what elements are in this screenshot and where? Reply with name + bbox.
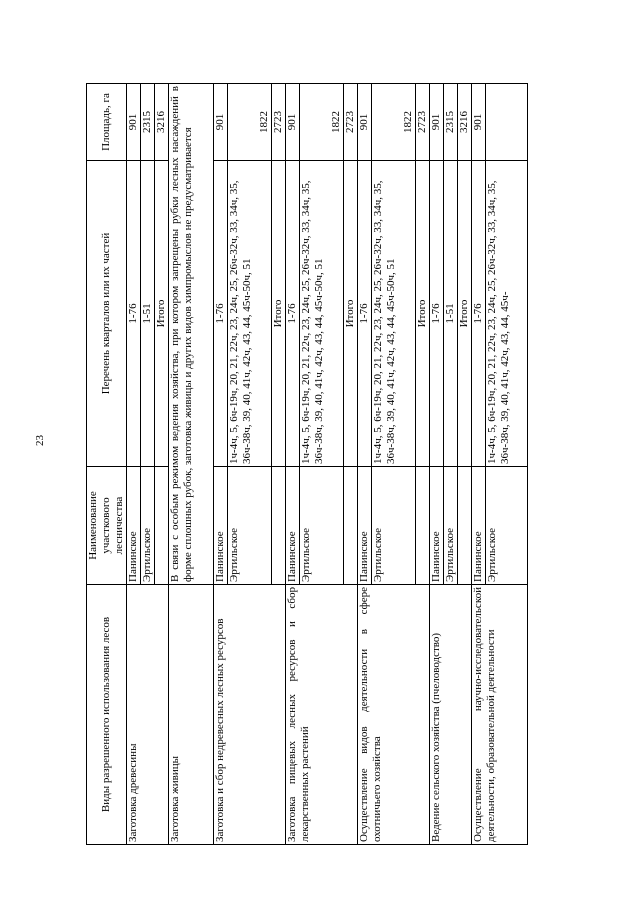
forestry-cell: Панинское <box>430 467 444 585</box>
table-row <box>127 84 141 845</box>
total-label: Итого <box>416 161 430 467</box>
empty-cell <box>416 467 430 585</box>
use-type-cell: Осуществление научно-исследовательской деятельности, образовательной деятельности <box>472 585 528 845</box>
total-area: 2723 <box>272 84 286 161</box>
use-type-cell: Ведение сельского хозяйства (пчеловодство) <box>430 585 472 845</box>
quarters-cell: 1ч-4ч, 5, 6ч-19ч, 20, 21, 22ч, 23, 24ч, 25, 26ч-32ч, 33, 34ч, 35, 36ч-38ч, 39, 40, 41ч, 42ч, 43, 44, 45ч-50ч, 51 <box>372 161 416 467</box>
table-row <box>214 84 228 845</box>
use-type-cell: Осуществление видов деятельности в сфере охотничьего хозяйства <box>358 585 430 845</box>
area-cell: 2315 <box>444 84 458 161</box>
empty-cell <box>155 467 169 585</box>
area-cell: 2315 <box>141 84 155 161</box>
forestry-cell: Панинское <box>286 467 300 585</box>
quarters-cell: 1-76 <box>214 161 228 467</box>
area-cell: 1822 <box>372 84 416 161</box>
forestry-cell: Эртильское <box>444 467 458 585</box>
quarters-cell: 1-51 <box>141 161 155 467</box>
area-cell: 1822 <box>300 84 344 161</box>
area-cell: 901 <box>286 84 300 161</box>
total-area: 2723 <box>344 84 358 161</box>
table-row <box>286 84 300 845</box>
forestry-cell: Эртильское <box>300 467 344 585</box>
total-area: 3216 <box>458 84 472 161</box>
header-area: Площадь, га <box>87 84 127 161</box>
forestry-cell: Эртильское <box>372 467 416 585</box>
area-cell: 901 <box>430 84 444 161</box>
note-cell: В связи с особым режимом ведения хозяйства, при котором запрещены рубки лесных насаждений в форме сплошных рубок, заготовка живицы и других видов химпромыслов не предусматривается <box>169 84 214 585</box>
quarters-cell: 1-76 <box>472 161 486 467</box>
use-type-cell: Заготовка пищевых лесных ресурсов и сбор лекарственных растений <box>286 585 358 845</box>
total-area: 3216 <box>155 84 169 161</box>
rotated-table-container <box>86 84 528 845</box>
area-cell: 901 <box>472 84 486 161</box>
forestry-cell: Панинское <box>358 467 372 585</box>
area-cell: 1822 <box>228 84 272 161</box>
quarters-cell: 1-76 <box>286 161 300 467</box>
total-label: Итого <box>344 161 358 467</box>
empty-cell <box>486 84 528 161</box>
table-row <box>169 84 214 845</box>
area-cell: 901 <box>127 84 141 161</box>
forestry-cell: Эртильское <box>141 467 155 585</box>
area-cell: 901 <box>358 84 372 161</box>
area-cell: 901 <box>214 84 228 161</box>
quarters-cell: 1-76 <box>430 161 444 467</box>
forestry-cell: Панинское <box>127 467 141 585</box>
header-quarters: Перечень кварталов или их частей <box>87 161 127 467</box>
table-row <box>472 84 486 845</box>
total-label: Итого <box>272 161 286 467</box>
table-row <box>430 84 444 845</box>
forestry-cell: Эртильское <box>228 467 272 585</box>
quarters-cell: 1ч-4ч, 5, 6ч-19ч, 20, 21, 22ч, 23, 24ч, 25, 26ч-32ч, 33, 34ч, 35, 36ч-38ч, 39, 40, 41ч, 42ч, 43, 44, 45ч- <box>486 161 528 467</box>
forestry-cell: Панинское <box>214 467 228 585</box>
use-type-cell: Заготовка живицы <box>169 585 214 845</box>
total-area: 2723 <box>416 84 430 161</box>
quarters-cell: 1-76 <box>358 161 372 467</box>
use-type-cell: Заготовка и сбор недревесных лесных ресурсов <box>214 585 286 845</box>
total-label: Итого <box>155 161 169 467</box>
table-header-row <box>87 84 127 845</box>
header-forestry-name: Наименование участкового лесничества <box>87 467 127 585</box>
use-type-cell: Заготовка древесины <box>127 585 169 845</box>
total-label: Итого <box>458 161 472 467</box>
quarters-cell: 1-51 <box>444 161 458 467</box>
empty-cell <box>344 467 358 585</box>
empty-cell <box>272 467 286 585</box>
forestry-cell: Эртильское <box>486 467 528 585</box>
table-row <box>358 84 372 845</box>
empty-cell <box>458 467 472 585</box>
header-use-type: Виды разрешенного использования лесов <box>87 585 127 845</box>
forestry-cell: Панинское <box>472 467 486 585</box>
quarters-cell: 1-76 <box>127 161 141 467</box>
page-number: 23 <box>34 435 46 446</box>
quarters-cell: 1ч-4ч, 5, 6ч-19ч, 20, 21, 22ч, 23, 24ч, 25, 26ч-32ч, 33, 34ч, 35, 36ч-38ч, 39, 40, 41ч, 42ч, 43, 44, 45ч-50ч, 51 <box>300 161 344 467</box>
forest-use-table <box>86 83 528 845</box>
quarters-cell: 1ч-4ч, 5, 6ч-19ч, 20, 21, 22ч, 23, 24ч, 25, 26ч-32ч, 33, 34ч, 35, 36ч-38ч, 39, 40, 41ч, 42ч, 43, 44, 45ч-50ч, 51 <box>228 161 272 467</box>
